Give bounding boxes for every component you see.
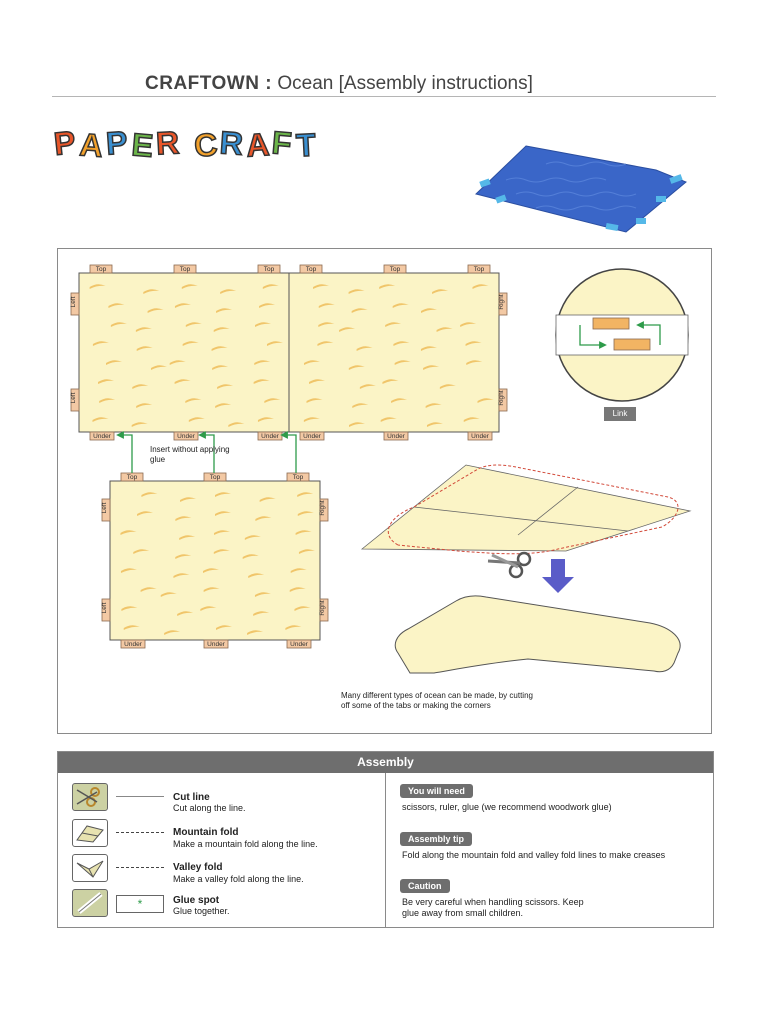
- legend-title: Valley fold: [173, 862, 223, 873]
- insert-note: Insert without applying glue: [150, 445, 230, 464]
- scissors-icon: [72, 783, 108, 811]
- cut-ocean-shape: [395, 596, 680, 673]
- valley-fold-icon: [72, 854, 108, 882]
- assembly-divider: [385, 773, 386, 928]
- svg-text:Under: Under: [207, 641, 225, 648]
- link-label: Link: [604, 407, 636, 421]
- svg-text:Left: Left: [70, 392, 77, 404]
- glue-icon: [72, 889, 108, 917]
- svg-text:A: A: [244, 126, 271, 164]
- svg-text:Top: Top: [263, 266, 275, 273]
- svg-text:Top: Top: [292, 474, 304, 481]
- svg-text:Under: Under: [471, 433, 489, 440]
- caution-text: Be very careful when handling scissors. Keep glue away from small children.: [402, 897, 584, 918]
- tab-under: [204, 640, 228, 648]
- legend-desc: Glue together.: [173, 906, 230, 916]
- svg-text:Under: Under: [290, 641, 308, 648]
- tab-top: [468, 265, 490, 273]
- tab-top: [204, 473, 226, 481]
- tab-top: [258, 265, 280, 273]
- svg-text:Left: Left: [101, 602, 108, 614]
- ocean-model-preview: [466, 140, 692, 236]
- valley-fold-sample: [116, 867, 164, 868]
- svg-text:R: R: [155, 124, 181, 162]
- svg-text:Right: Right: [498, 390, 505, 406]
- svg-text:C: C: [192, 125, 219, 164]
- assembly-tip-label: Assembly tip: [400, 832, 472, 846]
- tab-top: [174, 265, 196, 273]
- svg-text:Top: Top: [179, 266, 191, 273]
- ocean-variation-note: Many different types of ocean can be made, by cutting off some of the tabs or making the corners: [341, 691, 533, 710]
- svg-text:Top: Top: [305, 266, 317, 273]
- tab-left: [101, 599, 110, 621]
- svg-text:Under: Under: [387, 433, 405, 440]
- brand-name: CRAFTOWN :: [145, 73, 273, 94]
- tab-under: [121, 640, 145, 648]
- title-text: Ocean [Assembly instructions]: [277, 73, 533, 94]
- tab-under: [384, 432, 408, 440]
- assembly-tip-text: Fold along the mountain fold and valley fold lines to make creases: [402, 850, 666, 860]
- legend-desc: Make a valley fold along the line.: [173, 874, 304, 884]
- tab-under: [90, 432, 114, 440]
- caution-label: Caution: [400, 879, 450, 893]
- svg-text:T: T: [295, 126, 317, 164]
- svg-text:R: R: [218, 124, 245, 162]
- tab-top: [300, 265, 322, 273]
- svg-text:Left: Left: [101, 502, 108, 514]
- tab-under: [300, 432, 324, 440]
- lower-panel: [110, 481, 320, 640]
- svg-text:P: P: [52, 123, 78, 162]
- svg-text:Right: Right: [319, 600, 326, 616]
- tab-under: [468, 432, 492, 440]
- svg-text:Top: Top: [126, 474, 138, 481]
- svg-text:Under: Under: [124, 641, 142, 648]
- assembly-heading: Assembly: [58, 752, 713, 773]
- you-will-need-label: You will need: [400, 784, 473, 798]
- legend-title: Glue spot: [173, 895, 220, 906]
- tab-right: [498, 293, 507, 315]
- tab-left: [70, 389, 79, 411]
- upper-left-panel: [79, 273, 289, 432]
- svg-text:Right: Right: [319, 500, 326, 516]
- down-arrow-icon: [542, 559, 574, 593]
- svg-text:F: F: [270, 124, 293, 162]
- svg-text:Left: Left: [70, 296, 77, 308]
- svg-text:Under: Under: [177, 433, 195, 440]
- svg-text:Top: Top: [209, 474, 221, 481]
- svg-text:E: E: [130, 126, 155, 164]
- mountain-fold-icon: [72, 819, 108, 847]
- tab-top: [287, 473, 309, 481]
- tab-under: [287, 640, 311, 648]
- cut-line-sample: [116, 796, 164, 797]
- tab-top: [90, 265, 112, 273]
- page-title: [145, 73, 533, 95]
- link-detail: [556, 269, 688, 401]
- tab-under: [174, 432, 198, 440]
- tab-under: [258, 432, 282, 440]
- title-divider: [52, 96, 716, 97]
- svg-text:Under: Under: [261, 433, 279, 440]
- mountain-fold-sample: [116, 832, 164, 833]
- tab-left: [70, 293, 79, 315]
- paper-craft-logo: [50, 112, 330, 166]
- upper-right-panel: [289, 273, 499, 432]
- svg-text:Under: Under: [93, 433, 111, 440]
- svg-text:A: A: [78, 126, 105, 164]
- svg-text:Top: Top: [473, 266, 485, 273]
- tab-right: [498, 389, 507, 411]
- tab-right: [319, 499, 328, 521]
- assembled-sheet: [362, 465, 690, 554]
- svg-text:P: P: [104, 124, 129, 162]
- assembly-section: [57, 751, 714, 928]
- legend-title: Cut line: [173, 792, 210, 803]
- svg-text:Top: Top: [389, 266, 401, 273]
- legend-desc: Make a mountain fold along the line.: [173, 839, 318, 849]
- tab-right: [319, 599, 328, 621]
- svg-text:Under: Under: [303, 433, 321, 440]
- you-will-need-text: scissors, ruler, glue (we recommend woodwork glue): [402, 802, 612, 812]
- tab-top: [121, 473, 143, 481]
- assembly-diagram: [57, 248, 712, 734]
- scissors-icon: [488, 553, 530, 577]
- legend-desc: Cut along the line.: [173, 803, 246, 813]
- tab-left: [101, 499, 110, 521]
- tab-top: [384, 265, 406, 273]
- glue-spot-sample: *: [116, 895, 164, 913]
- svg-text:Right: Right: [498, 294, 505, 310]
- legend-title: Mountain fold: [173, 827, 239, 838]
- svg-text:Top: Top: [95, 266, 107, 273]
- diagram-drawing: [58, 249, 711, 733]
